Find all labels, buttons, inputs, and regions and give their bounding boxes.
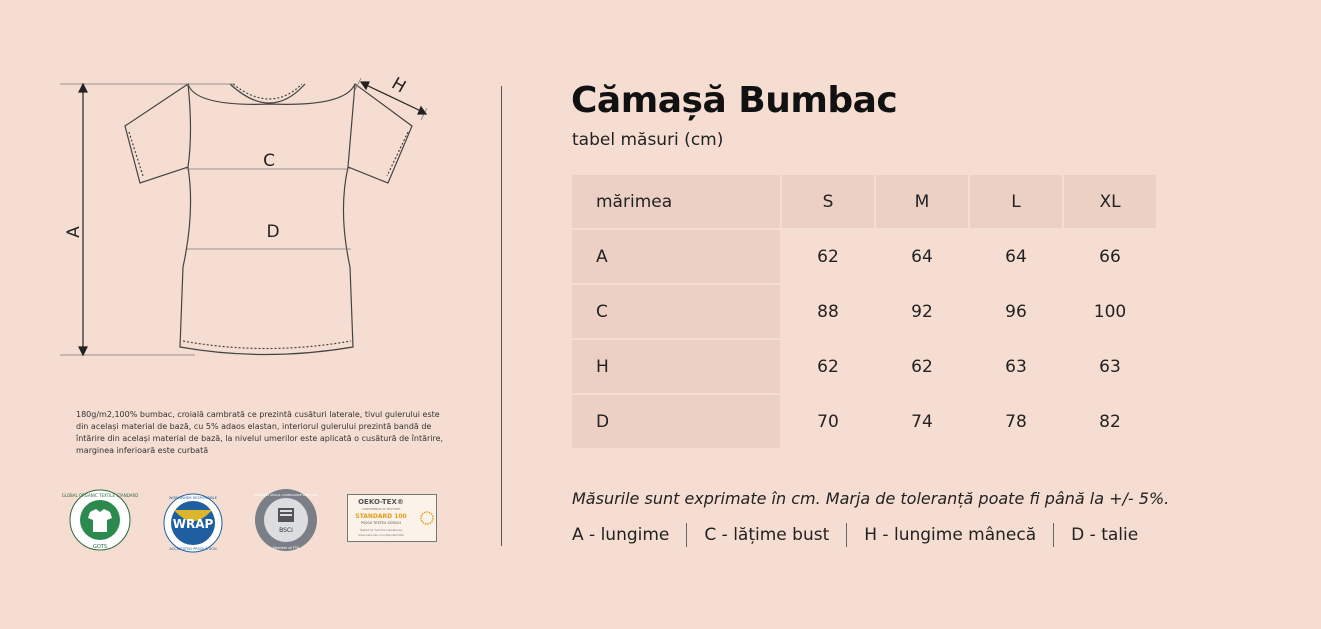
product-description: 180g/m2,100% bumbac, croială cambrată ce prezintă cusături laterale, tivul gulerului este din același material de bază, cu 5% adaos elastan, interiorul gulerului prezintă bandă de întărire din același material de bază, la nivelul umerilor este aplicată o cusătură de întărire, marginea inferioară este curbată (76, 410, 444, 455)
table-cell: 70 (817, 411, 839, 432)
legend-item: H - lungime mânecă (864, 525, 1037, 545)
gots-top: GLOBAL ORGANIC TEXTILE STANDARD (61, 493, 139, 498)
row-label: C (572, 285, 780, 338)
oeko-tex-logo (347, 494, 437, 542)
legend-item: C - lățime bust (704, 525, 830, 545)
bsci-logo (254, 488, 318, 552)
table-cell: 62 (817, 356, 839, 377)
table-cell: 96 (1005, 301, 1027, 322)
oeko-line6: www.oeko-tex.com/standard100 (358, 533, 404, 537)
table-cell: 63 (1005, 356, 1027, 377)
wrap-ring-bottom: ACCREDITED PRODUCTION (169, 547, 217, 551)
table-header-row (572, 175, 1156, 228)
gots-logo (61, 488, 139, 552)
legend-item: A - lungime (572, 525, 670, 545)
wrap-ring-top: WORLDWIDE RESPONSIBLE (169, 496, 217, 500)
table-cell: 63 (1099, 356, 1121, 377)
wrap-main: WRAP (172, 517, 214, 531)
legend-separator (686, 523, 687, 547)
size-table (570, 173, 1158, 450)
oeko-line5: Tested for harmful substances (359, 528, 403, 532)
table-cell: 62 (911, 356, 933, 377)
table-cell: 100 (1093, 301, 1127, 322)
divider (501, 86, 502, 546)
bsci-bottom: Member of FTA (272, 546, 300, 550)
header-cell: L (970, 175, 1062, 228)
table-cell: 88 (817, 301, 839, 322)
row-label: H (572, 340, 780, 393)
page-subtitle: tabel măsuri (cm) (572, 130, 724, 150)
header-cell: S (782, 175, 874, 228)
gots-bottom: GOTS (92, 544, 108, 550)
page-title: Cămașă Bumbac (571, 80, 898, 121)
table-row (572, 340, 1156, 393)
label-c: C (263, 151, 275, 171)
tshirt-diagram (55, 62, 445, 367)
certification-logos (61, 488, 448, 552)
table-cell: 92 (911, 301, 933, 322)
legend-separator (846, 523, 847, 547)
label-a: A (64, 226, 84, 238)
row-label: D (572, 395, 780, 448)
oeko-line1: OEKO-TEX® (358, 498, 404, 506)
oeko-line3: STANDARD 100 (355, 513, 407, 520)
table-row (572, 285, 1156, 338)
header-cell: M (876, 175, 968, 228)
row-label: A (572, 230, 780, 283)
table-cell: 82 (1099, 411, 1121, 432)
table-cell: 62 (817, 246, 839, 267)
bsci-ring: BUSINESS SOCIAL COMPLIANCE INITIATIVE (254, 493, 318, 497)
label-h: H (387, 73, 410, 98)
table-cell: 64 (911, 246, 933, 267)
tolerance-note: Măsurile sunt exprimate în cm. Marja de toleranță poate fi până la +/- 5%. (572, 489, 1170, 508)
header-cell: XL (1064, 175, 1156, 228)
header-cell: mărimea (572, 175, 780, 228)
oeko-line2: CONFIDENCE IN TEXTILES (361, 507, 401, 511)
table-cell: 78 (1005, 411, 1027, 432)
table-cell: 66 (1099, 246, 1121, 267)
table-cell: 64 (1005, 246, 1027, 267)
table-row (572, 230, 1156, 283)
legend-item: D - talie (1071, 525, 1139, 545)
bsci-main: BSCI (279, 527, 293, 534)
wrap-logo (162, 492, 224, 554)
table-cell: 74 (911, 411, 933, 432)
table-row (572, 395, 1156, 448)
legend-separator (1053, 523, 1054, 547)
legend (572, 523, 1138, 547)
oeko-line4: P0000 TESTEX ZÜRICH (360, 521, 402, 525)
label-d: D (266, 222, 280, 242)
